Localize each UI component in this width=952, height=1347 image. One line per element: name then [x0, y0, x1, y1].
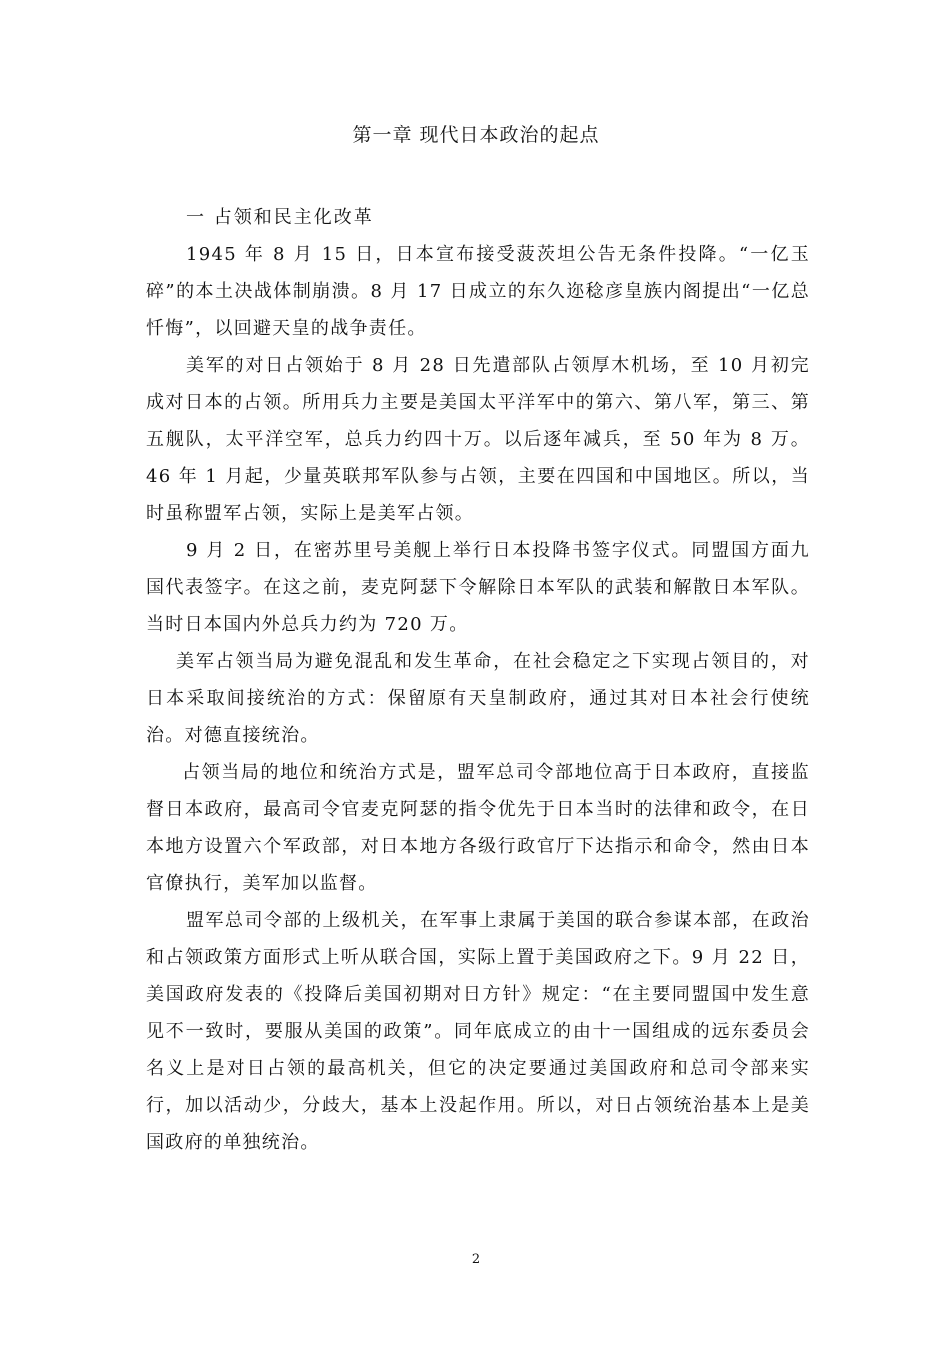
paragraph-3: 9 月 2 日，在密苏里号美舰上举行日本投降书签字仪式。同盟国方面九国代表签字。在这之前，麦克阿瑟下令解除日本军队的武装和解散日本军队。当时日本国内外总兵力约为 720 万。 [146, 540, 810, 635]
paragraph-5: 占领当局的地位和统治方式是，盟军总司令部地位高于日本政府，直接监督日本政府，最高司令官麦克阿瑟的指令优先于日本当时的法律和政令，在日本地方设置六个军政部，对日本地方各级行政官厅下达指示和命令，然由日本官僚执行，美军加以监督。 [146, 762, 810, 894]
paragraph-4: 美军占领当局为避免混乱和发生革命，在社会稳定之下实现占领目的，对日本采取间接统治的方式：保留原有天皇制政府，通过其对日本社会行使统治。对德直接统治。 [146, 651, 810, 746]
body-text [146, 199, 810, 1161]
chapter-title: 第一章 现代日本政治的起点 [352, 124, 600, 146]
section-heading: 一 占领和民主化改革 [186, 207, 374, 228]
paragraph-1: 1945 年 8 月 15 日，日本宣布接受菠茨坦公告无条件投降。“一亿玉碎”的本土决战体制崩溃。8 月 17 日成立的东久迩稔彦皇族内阁提出“一亿总忏悔”，以回避天皇的战争责任。 [146, 244, 810, 339]
paragraph-2: 美军的对日占领始于 8 月 28 日先遣部队占领厚木机场，至 10 月初完成对日本的占领。所用兵力主要是美国太平洋军中的第六、第八军，第三、第五舰队，太平洋空军，总兵力约四十万。以后逐年减兵，至 50 年为 8 万。46 年 1 月起，少量英联邦军队参与占领，主要在四国和中国地区。所以，当时虽称盟军占领，实际上是美军占领。 [146, 355, 810, 524]
paragraph-6: 盟军总司令部的上级机关，在军事上隶属于美国的联合参谋本部，在政治和占领政策方面形式上听从联合国，实际上置于美国政府之下。9 月 22 日，美国政府发表的《投降后美国初期对日方针》规定：“在主要同盟国中发生意见不一致时，要服从美国的政策”。同年底成立的由十一国组成的远东委员会名义上是对日占领的最高机关，但它的决定要通过美国政府和总司令部来实行，加以活动少，分歧大，基本上没起作用。所以，对日占领统治基本上是美国政府的单独统治。 [146, 910, 810, 1153]
page-number: 2 [471, 1252, 481, 1267]
